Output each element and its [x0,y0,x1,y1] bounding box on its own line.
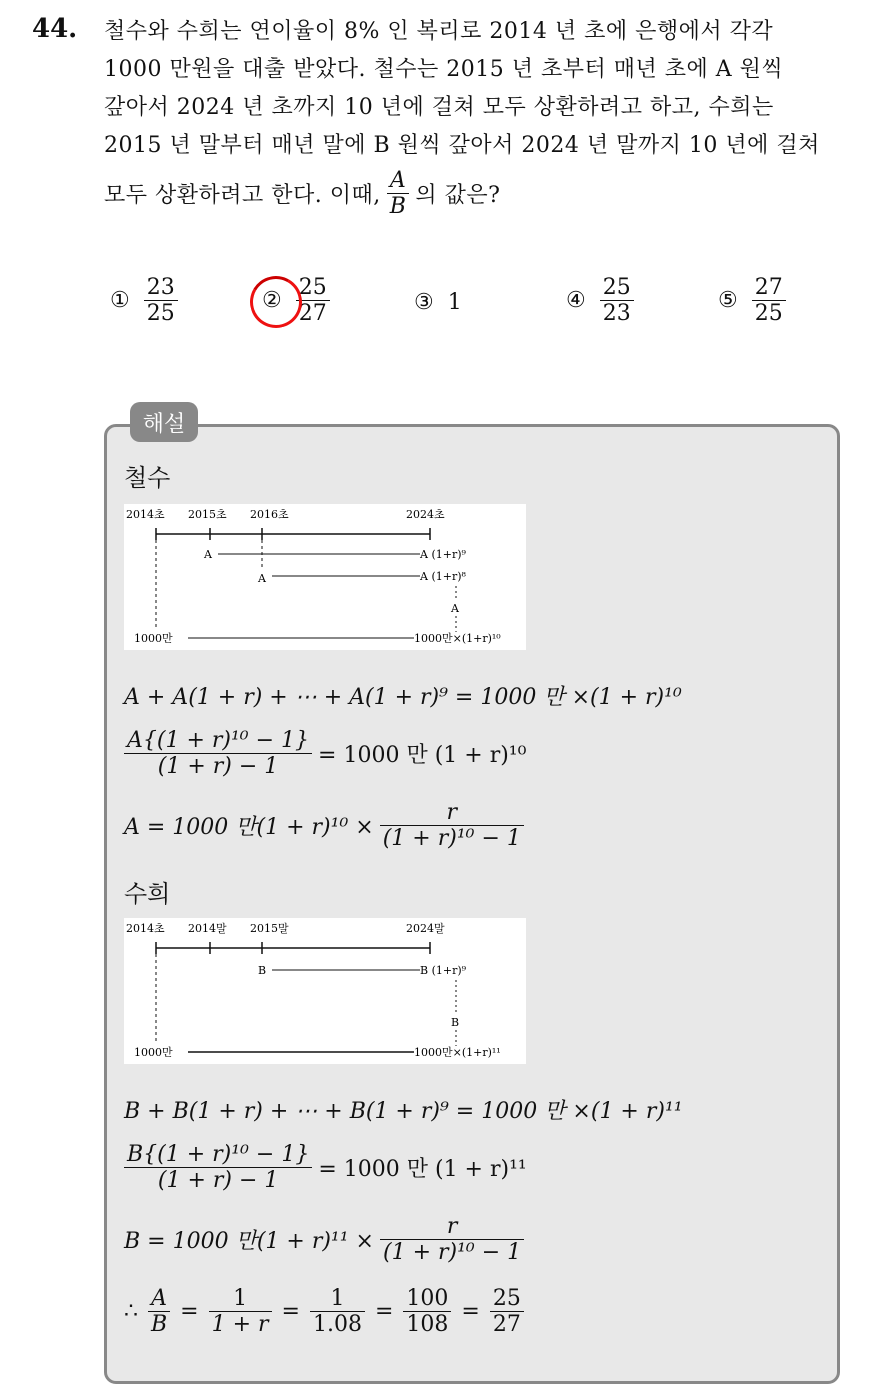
numerator: r [380,1214,524,1240]
denominator: 27 [298,301,327,327]
numerator: B{(1 + r)¹⁰ − 1} [124,1142,312,1168]
payment-a: A [204,548,212,561]
question-line-5-suffix: 의 값은? [415,183,501,209]
section-title-cheolsu: 철수 [124,464,171,492]
payment-a: A [258,572,266,585]
denominator: 27 [492,1312,521,1338]
tick-label: 2014초 [126,922,165,935]
payment-b: B [451,1016,460,1029]
question-line-5 [104,168,500,220]
choice-fraction [600,275,634,327]
choice-3[interactable] [414,290,462,315]
equation-fraction [380,800,524,852]
numerator: 25 [296,275,330,301]
choice-4[interactable] [566,275,634,327]
denominator: (1 + r) − 1 [157,754,279,780]
choice-fraction [144,275,178,327]
tick-label: 2015초 [188,508,227,521]
equation-text: A + A(1 + r) + ⋯ + A(1 + r)⁹ = 1000 만 ×(1 + r)¹⁰ [124,685,682,710]
question-line-1: 철수와 수희는 연이율이 8% 인 복리로 2014 년 초에 은행에서 각각 [104,19,774,44]
tick-label: 2024초 [406,508,445,521]
timeline-diagram-suhee [124,918,526,1064]
final-fraction [310,1286,365,1338]
equation-b2 [124,1142,527,1194]
denominator: 23 [602,301,631,327]
equation-b3 [124,1214,524,1266]
tick-label: 2024말 [406,922,445,935]
denominator: (1 + r)¹⁰ − 1 [382,826,521,852]
equals-sign: = [461,1299,480,1325]
question-line-5-prefix: 모두 상환하려고 한다. 이때, [104,183,381,209]
fraction-numerator: A [387,168,410,194]
tick-label: 2014초 [126,508,165,521]
choice-number: ③ [414,290,434,315]
choice-value: 1 [447,290,462,315]
equation-b1 [124,1094,683,1125]
loan-final-value: 1000만×(1+r)¹⁰ [414,632,501,645]
timeline-diagram-cheolsu [124,504,526,650]
tick-label: 2015말 [250,922,289,935]
denominator: 25 [146,301,175,327]
final-fraction [490,1286,524,1338]
payment-b-value: B (1+r)⁹ [420,964,467,977]
numerator: 1 [209,1286,272,1312]
denominator: 1.08 [312,1312,362,1338]
denominator: 108 [406,1312,449,1338]
solution-tag: 해설 [130,402,198,442]
tick-label: 2014말 [188,922,227,935]
choice-5[interactable] [718,275,786,327]
equation-a1 [124,680,682,711]
choice-number: ④ [566,288,586,314]
choice-number: ⑤ [718,288,738,314]
final-fraction [148,1286,170,1338]
payment-a-value: A (1+r)⁸ [420,570,466,583]
numerator: 100 [403,1286,451,1312]
denominator: (1 + r)¹⁰ − 1 [383,1240,522,1266]
numerator: 27 [752,275,786,301]
question-fraction [387,168,410,220]
choice-number: ② [262,288,282,314]
numerator: 25 [490,1286,524,1312]
numerator: 25 [600,275,634,301]
payment-a: A [451,602,459,615]
choice-number: ① [110,288,130,314]
question-number: 44. [32,14,78,44]
payment-a-value: A (1+r)⁹ [420,548,466,561]
final-equation [124,1286,524,1338]
numerator: A [148,1286,170,1312]
denominator: B [151,1312,168,1338]
final-fraction [403,1286,451,1338]
equation-a3 [124,800,524,852]
equation-fraction [380,1214,524,1266]
numerator: r [380,800,524,826]
denominator: (1 + r) − 1 [157,1168,279,1194]
choice-1[interactable] [110,275,178,327]
therefore-symbol: ∴ [124,1299,138,1325]
equation-rhs: = 1000 만 (1 + r)¹¹ [318,1157,527,1183]
question-line-2: 1000 만원을 대출 받았다. 철수는 2015 년 초부터 매년 초에 A 원씩 [104,57,784,82]
equation-lhs: A = 1000 만(1 + r)¹⁰ × [124,815,374,841]
equation-fraction [124,728,312,780]
denominator: 1 + r [211,1312,269,1338]
choice-fraction [752,275,786,327]
section-title-suhee: 수희 [124,880,171,908]
equation-rhs: = 1000 만 (1 + r)¹⁰ [318,743,527,769]
loan-amount: 1000만 [134,1046,173,1059]
equation-text: B + B(1 + r) + ⋯ + B(1 + r)⁹ = 1000 만 ×(1 + r)¹¹ [124,1099,683,1124]
tick-label: 2016초 [250,508,289,521]
equals-sign: = [180,1299,199,1325]
payment-b: B [258,964,267,977]
equals-sign: = [281,1299,300,1325]
question-line-4: 2015 년 말부터 매년 말에 B 원씩 갚아서 2024 년 말까지 10 년에 걸쳐 [104,133,820,158]
numerator: A{(1 + r)¹⁰ − 1} [124,728,312,754]
equals-sign: = [374,1299,394,1325]
equation-fraction [124,1142,312,1194]
question-line-3: 갚아서 2024 년 초까지 10 년에 걸쳐 모두 상환하려고 하고, 수희는 [104,95,774,120]
loan-amount: 1000만 [134,632,173,645]
equation-lhs: B = 1000 만(1 + r)¹¹ × [124,1229,374,1255]
final-fraction [209,1286,272,1338]
fraction-denominator: B [389,194,407,220]
numerator: 23 [144,275,178,301]
numerator: 1 [310,1286,365,1312]
loan-final-value: 1000만×(1+r)¹¹ [414,1046,501,1059]
equation-a2 [124,728,526,780]
denominator: 25 [754,301,783,327]
